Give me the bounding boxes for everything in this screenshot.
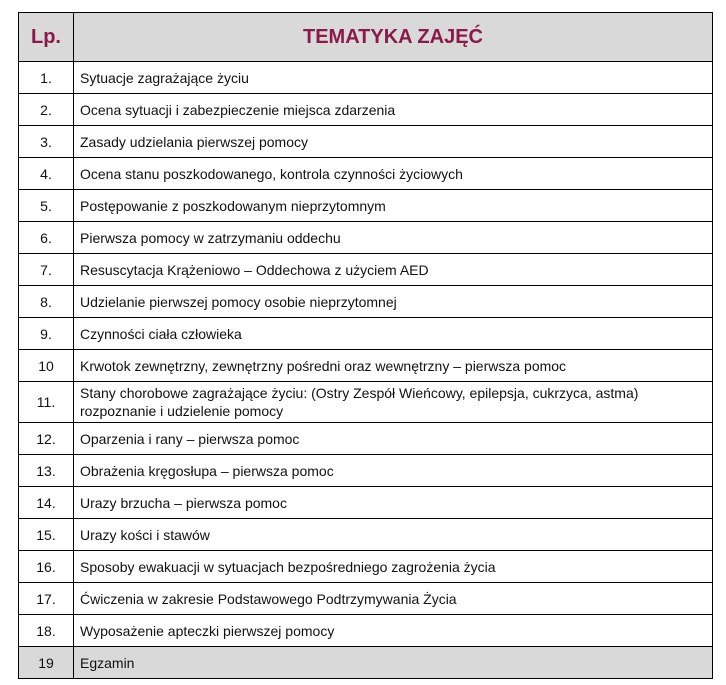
row-number: 9. xyxy=(19,318,74,350)
row-topic: Ćwiczenia w zakresie Podstawowego Podtrzymywania Życia xyxy=(74,583,713,615)
row-number: 13. xyxy=(19,455,74,487)
table-row xyxy=(19,190,713,222)
row-number: 17. xyxy=(19,583,74,615)
row-number: 3. xyxy=(19,126,74,158)
row-topic: Krwotok zewnętrzny, zewnętrzny pośredni oraz wewnętrzny – pierwsza pomoc xyxy=(74,350,713,382)
row-topic: Pierwsza pomocy w zatrzymaniu oddechu xyxy=(74,222,713,254)
row-topic: Ocena stanu poszkodowanego, kontrola czynności życiowych xyxy=(74,158,713,190)
row-number: 7. xyxy=(19,254,74,286)
table-row xyxy=(19,158,713,190)
row-number: 2. xyxy=(19,94,74,126)
row-topic: Udzielanie pierwszej pomocy osobie nieprzytomnej xyxy=(74,286,713,318)
row-topic: Oparzenia i rany – pierwsza pomoc xyxy=(74,423,713,455)
row-topic xyxy=(74,382,713,423)
row-number: 6. xyxy=(19,222,74,254)
row-topic: Postępowanie z poszkodowanym nieprzytomnym xyxy=(74,190,713,222)
table-row xyxy=(19,126,713,158)
table-row xyxy=(19,222,713,254)
table-row xyxy=(19,583,713,615)
table-row xyxy=(19,286,713,318)
table-row xyxy=(19,382,713,423)
table-row xyxy=(19,647,713,679)
row-topic: Urazy kości i stawów xyxy=(74,519,713,551)
course-topics-table xyxy=(18,12,713,679)
row-number: 18. xyxy=(19,615,74,647)
table-row xyxy=(19,423,713,455)
row-topic: Urazy brzucha – pierwsza pomoc xyxy=(74,487,713,519)
column-header-number: Lp. xyxy=(19,13,74,62)
row-number: 11. xyxy=(19,382,74,423)
row-number: 12. xyxy=(19,423,74,455)
table-row xyxy=(19,519,713,551)
row-number: 1. xyxy=(19,62,74,94)
row-number: 4. xyxy=(19,158,74,190)
row-number: 19 xyxy=(19,647,74,679)
row-number: 14. xyxy=(19,487,74,519)
row-number: 15. xyxy=(19,519,74,551)
row-topic: Obrażenia kręgosłupa – pierwsza pomoc xyxy=(74,455,713,487)
row-number: 10 xyxy=(19,350,74,382)
row-topic: Ocena sytuacji i zabezpieczenie miejsca zdarzenia xyxy=(74,94,713,126)
table-row xyxy=(19,94,713,126)
column-header-topic: TEMATYKA ZAJĘĆ xyxy=(74,13,713,62)
row-topic: Resuscytacja Krążeniowo – Oddechowa z użyciem AED xyxy=(74,254,713,286)
row-topic: Egzamin xyxy=(74,647,713,679)
row-topic: Sytuacje zagrażające życiu xyxy=(74,62,713,94)
row-topic-line-2: rozpoznanie i udzielenie pomocy xyxy=(80,403,284,419)
table-row xyxy=(19,551,713,583)
table-row xyxy=(19,62,713,94)
row-topic-line-1: Stany chorobowe zagrażające życiu: (Ostry Zespół Wieńcowy, epilepsja, cukrzyca, astma) xyxy=(80,385,639,401)
table-row xyxy=(19,455,713,487)
table-row xyxy=(19,254,713,286)
row-number: 16. xyxy=(19,551,74,583)
row-number: 8. xyxy=(19,286,74,318)
table-row xyxy=(19,487,713,519)
row-topic: Czynności ciała człowieka xyxy=(74,318,713,350)
table-row xyxy=(19,350,713,382)
row-topic: Sposoby ewakuacji w sytuacjach bezpośredniego zagrożenia życia xyxy=(74,551,713,583)
row-topic: Wyposażenie apteczki pierwszej pomocy xyxy=(74,615,713,647)
row-topic: Zasady udzielania pierwszej pomocy xyxy=(74,126,713,158)
table-row xyxy=(19,318,713,350)
table-header-row xyxy=(19,13,713,62)
table-row xyxy=(19,615,713,647)
row-number: 5. xyxy=(19,190,74,222)
